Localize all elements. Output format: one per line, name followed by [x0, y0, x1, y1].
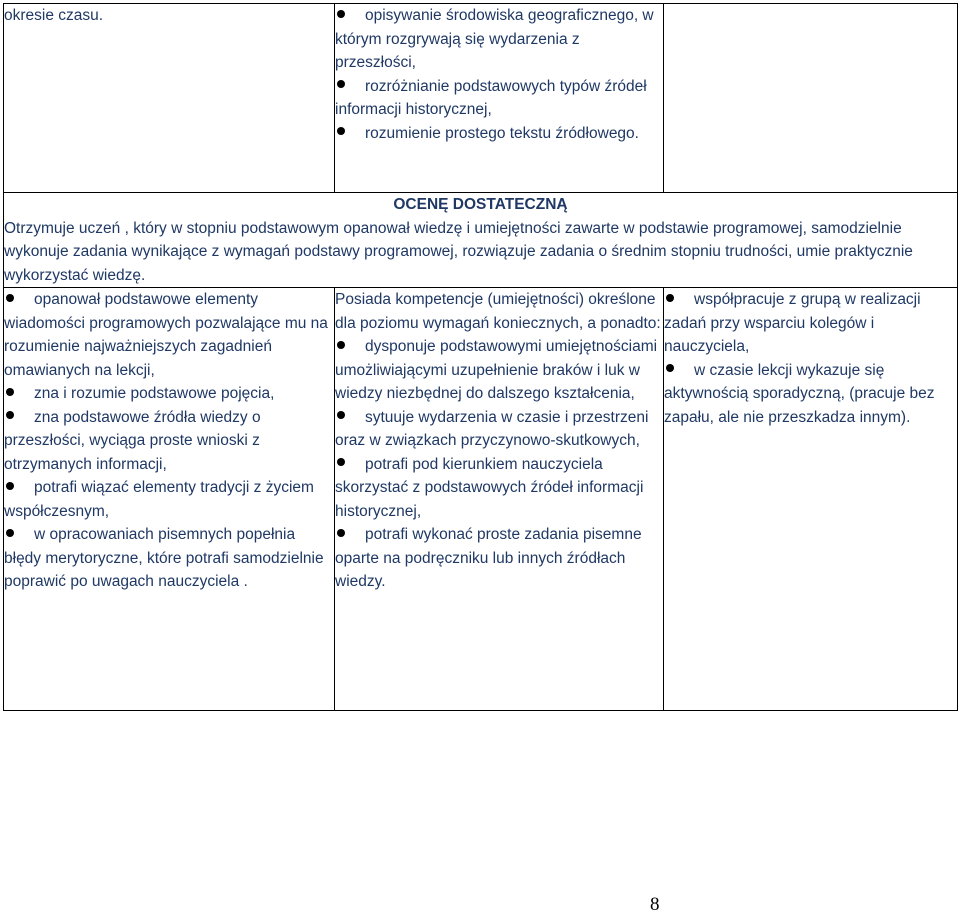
bottom-col1-list	[4, 288, 334, 594]
list-item: w czasie lekcji wykazuje się aktywnością sporadyczną, (pracuje bez zapału, ale nie przeszkadza innym).	[664, 361, 935, 426]
list-item: zna podstawowe źródła wiedzy o przeszłości, wyciąga proste wnioski z otrzymanych informacji,	[4, 408, 261, 473]
bullet-icon	[6, 388, 14, 396]
bullet-icon	[337, 80, 345, 88]
list-item: w opracowaniach pisemnych popełnia błędy merytoryczne, które potrafi samodzielnie poprawić po uwagach nauczyciela .	[4, 526, 324, 590]
bullet-icon	[666, 294, 674, 302]
page-number: 8	[650, 894, 660, 915]
top-col2	[335, 4, 664, 193]
bullet-icon	[666, 364, 674, 372]
bullet-icon	[337, 10, 345, 18]
list-item: potrafi wiązać elementy tradycji z życiem współczesnym,	[4, 479, 314, 520]
bullet-icon	[337, 529, 345, 537]
list-item: współpracuje z grupą w realizacji zadań przy wsparciu kolegów i nauczyciela,	[664, 291, 921, 355]
bullet-icon	[6, 529, 14, 537]
list-item: dysponuje podstawowymi umiejętnościami umożliwiającymi uzupełnienie braków i luk w wiedzy niezbędnej do dalszego kształcenia,	[335, 338, 658, 402]
bullet-icon	[337, 127, 345, 135]
bullet-icon	[337, 411, 345, 419]
bullet-icon	[6, 294, 14, 302]
list-item: opanował podstawowe elementy wiadomości programowych pozwalające mu na rozumienie najważniejszych zagadnień omawianych na lekcji,	[4, 291, 328, 379]
bottom-col2	[335, 288, 664, 711]
list-item: potrafi pod kierunkiem nauczyciela skorzystać z podstawowych źródeł informacji historycznej,	[335, 455, 644, 520]
grade-banner	[4, 193, 958, 288]
bottom-col3	[664, 288, 958, 711]
banner-row	[4, 193, 958, 288]
top-row	[4, 4, 958, 193]
list-item: rozumienie prostego tekstu źródłowego.	[335, 122, 663, 146]
list-item: opisywanie środowiska geograficznego, w którym rozgrywają się wydarzenia z przeszłości,	[335, 7, 654, 71]
bottom-col3-list	[664, 288, 957, 429]
bullet-icon	[6, 482, 14, 490]
grading-table	[3, 3, 958, 711]
list-item: zna i rozumie podstawowe pojęcia,	[4, 382, 334, 406]
top-col1-text: okresie czasu.	[4, 7, 104, 24]
competence-intro: Posiada kompetencje (umiejętności) określone dla poziomu wymagań koniecznych, a ponadto:	[335, 291, 661, 332]
list-item: potrafi wykonać proste zadania pisemne oparte na podręczniku lub innych źródłach wiedzy.	[335, 526, 642, 590]
bottom-col2-list	[335, 335, 663, 594]
bottom-row	[4, 288, 958, 711]
grade-title: OCENĘ DOSTATECZNĄ	[393, 196, 568, 213]
list-item: rozróżnianie podstawowych typów źródeł informacji historycznej,	[335, 77, 647, 118]
top-col1	[4, 4, 335, 193]
bottom-col1	[4, 288, 335, 711]
bullet-icon	[6, 411, 14, 419]
top-col3	[664, 4, 958, 193]
top-col2-list	[335, 4, 663, 145]
grade-description: Otrzymuje uczeń , który w stopniu podstawowym opanował wiedzę i umiejętności zawarte w podstawie programowej, samodzielnie wykonuje zadania wynikające z wymagań podstawy programowej, rozwiązuje zadania o średnim stopniu trudności, umie praktycznie wykorzystać wiedzę.	[4, 219, 913, 284]
list-item: sytuuje wydarzenia w czasie i przestrzeni oraz w związkach przyczynowo-skutkowych,	[335, 408, 649, 449]
bullet-icon	[337, 458, 345, 466]
bullet-icon	[337, 341, 345, 349]
